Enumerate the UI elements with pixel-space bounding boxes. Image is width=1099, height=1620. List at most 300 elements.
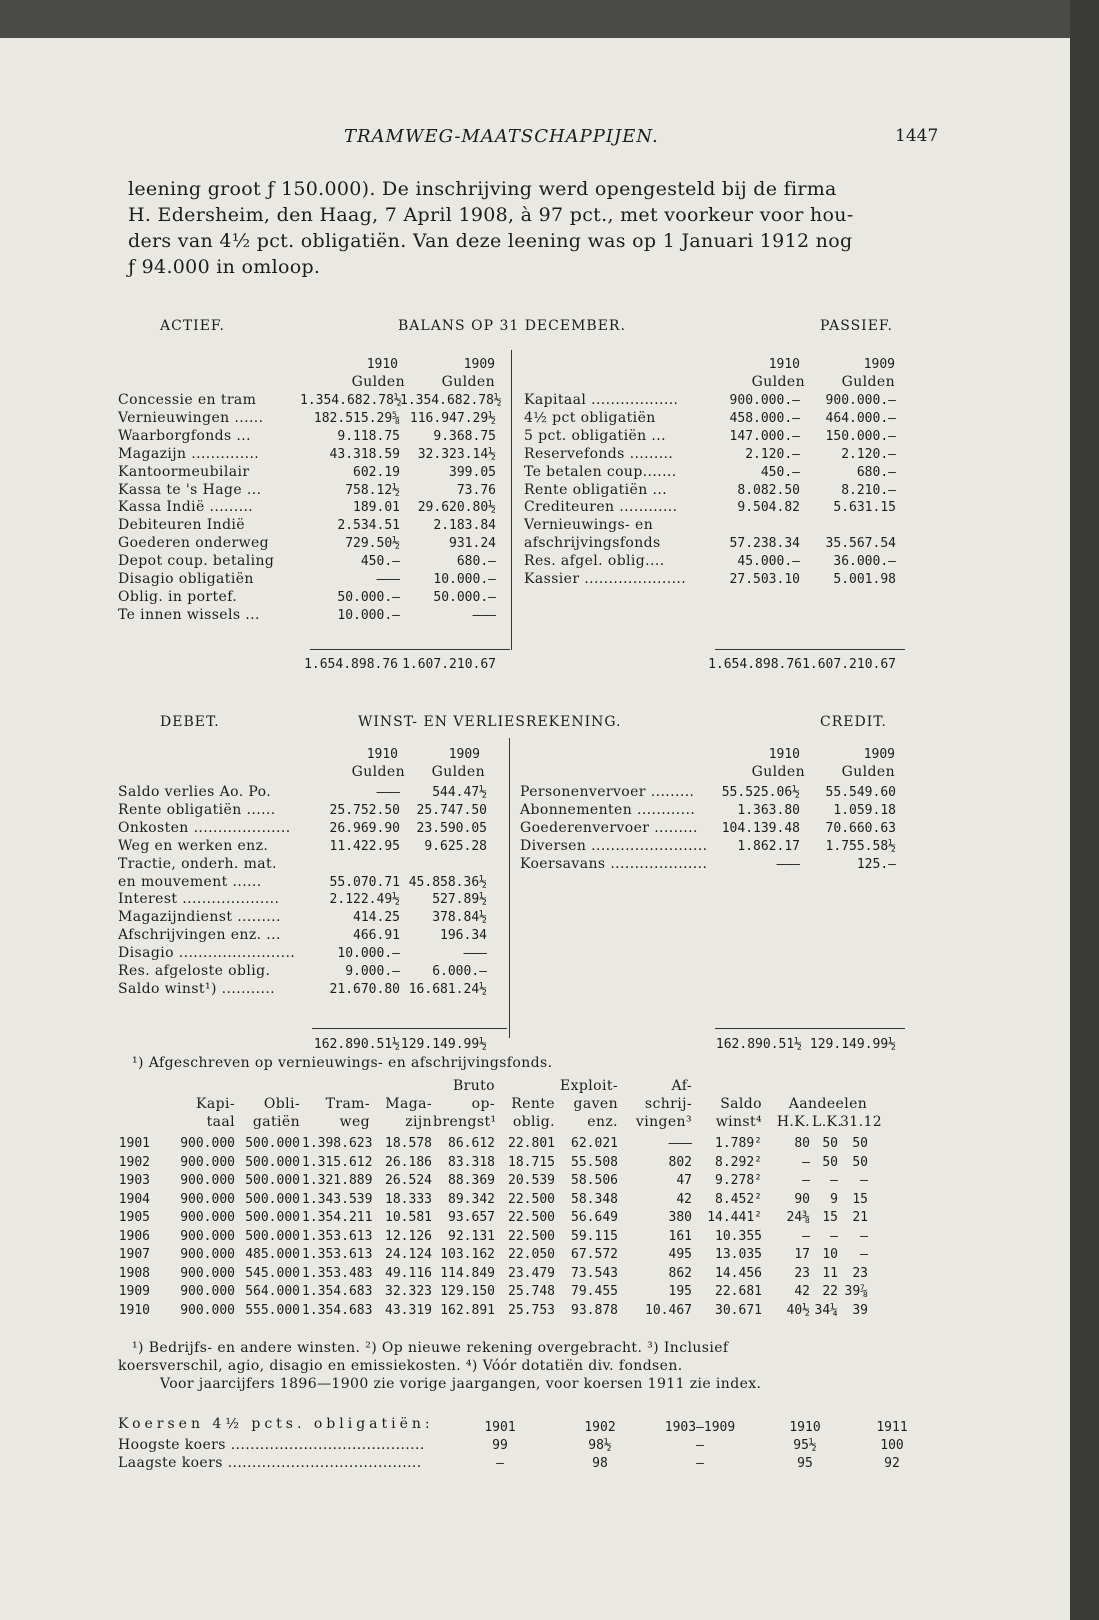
actief-label: Depot coup. betaling: [118, 553, 275, 570]
passief-value-1910: 57.238.34: [729, 536, 800, 552]
unit-header: Gulden: [441, 374, 495, 390]
winst-total-rule: [312, 1028, 507, 1029]
running-title: TRAMWEG-MAATSCHAPPIJEN.: [344, 126, 659, 147]
koersen-label: Laagste koers ........................................: [118, 1455, 422, 1471]
actief-label: Concessie en tram: [118, 392, 257, 408]
actief-value-1909: 10.000.—: [433, 572, 496, 587]
debet-value-1910: 466.91: [353, 928, 400, 944]
passief-value-1909: 900.000.—: [825, 393, 896, 408]
stats-year: 1905: [118, 1210, 150, 1225]
koersen-year: 1901: [484, 1420, 516, 1435]
debet-value-1909: 23.590.05: [416, 820, 487, 836]
stats-cell: 1.789²: [715, 1136, 762, 1151]
stats-cell: 21: [852, 1210, 868, 1225]
stats-cell: 1.353.483: [302, 1265, 373, 1281]
stats-cell: 24⅜: [786, 1210, 810, 1225]
actief-value-1909: 1.354.682.78½: [400, 393, 502, 408]
debet-label: Saldo verlies Ao. Po.: [118, 784, 272, 800]
stats-note: koersverschil, agio, disagio en emissiekosten. ⁴) Vóór dotatiën div. fondsen.: [118, 1358, 683, 1374]
stats-cell: 17: [794, 1247, 810, 1262]
passief-label: afschrijvingsfonds: [524, 535, 661, 552]
koersen-value: —: [696, 1456, 704, 1471]
stats-cell: 103.162: [440, 1247, 495, 1262]
debet-total-1909: 129.149.99½: [400, 1037, 487, 1052]
passief-label: Kassier .....................: [524, 571, 687, 587]
passief-total-1910: 1.654.898.76: [708, 657, 802, 672]
stats-year: 1908: [118, 1265, 150, 1281]
stats-cell: 500.000: [245, 1173, 300, 1188]
actief-label: Debiteuren Indië: [118, 517, 245, 534]
stats-cell: 56.649: [571, 1210, 618, 1225]
stats-header: Af-: [671, 1078, 692, 1094]
stats-cell: —: [802, 1173, 810, 1188]
actief-value-1909: 9.368.75: [433, 428, 496, 444]
credit-value-1910: 1.363.80: [737, 802, 800, 818]
passief-value-1910: 9.504.82: [737, 500, 800, 516]
stats-cell: 26.186: [385, 1154, 432, 1170]
stats-cell: 500.000: [245, 1228, 300, 1244]
actief-title: ACTIEF.: [160, 318, 225, 334]
stats-cell: 62.021: [571, 1136, 618, 1151]
credit-total-1909: 129.149.99½: [809, 1037, 896, 1052]
passief-value-1909: 35.567.54: [825, 536, 896, 552]
actief-value-1910: 450.—: [360, 554, 400, 570]
debet-value-1909: 378.84½: [432, 910, 487, 926]
credit-label: Diversen ........................: [520, 837, 708, 854]
stats-cell: 73.543: [571, 1265, 618, 1281]
stats-cell: 485.000: [245, 1247, 300, 1262]
passief-value-1910: 900.000.—: [729, 393, 800, 408]
passief-label: Res. afgel. oblig....: [524, 553, 665, 570]
stats-cell: 500.000: [245, 1136, 300, 1151]
credit-title: CREDIT.: [820, 714, 887, 730]
stats-cell: 83.318: [448, 1154, 495, 1170]
debet-label: Magazijndienst .........: [118, 909, 281, 926]
stats-cell: 555.000: [245, 1302, 300, 1318]
actief-value-1909: ———: [472, 607, 496, 623]
debet-value-1910: ———: [376, 785, 400, 800]
debet-value-1910: 11.422.95: [329, 838, 400, 854]
debet-value-1909: 9.625.28: [424, 838, 487, 854]
stats-year: 1903: [118, 1173, 150, 1188]
koersen-value: 95½: [793, 1438, 817, 1453]
stats-year: 1909: [118, 1284, 150, 1299]
stats-cell: 42: [794, 1284, 810, 1299]
debet-value-1910: 21.670.80: [329, 981, 400, 997]
debet-value-1910: 55.070.71: [329, 874, 400, 890]
stats-note: Voor jaarcijfers 1896—1900 zie vorige jaargangen, voor koersen 1911 zie index.: [160, 1376, 762, 1392]
stats-cell: 55.508: [571, 1154, 618, 1170]
actief-value-1910: 602.19: [353, 464, 400, 480]
stats-cell: 47: [676, 1173, 692, 1188]
stats-cell: 39: [852, 1302, 868, 1318]
credit-value-1909: 1.755.58½: [825, 838, 896, 854]
stats-cell: 92.131: [448, 1228, 495, 1244]
stats-cell: 129.150: [440, 1284, 495, 1299]
stats-cell: 67.572: [571, 1247, 618, 1262]
stats-cell: 1.354.683: [302, 1302, 373, 1318]
stats-cell: 10.467: [645, 1302, 692, 1318]
actief-total-1910: 1.654.898.76: [304, 657, 398, 672]
debet-value-1909: 544.47½: [432, 785, 487, 800]
stats-cell: 58.348: [571, 1191, 618, 1207]
passief-label: Vernieuwings- en: [524, 517, 654, 534]
unit-header: Gulden: [841, 374, 895, 390]
stats-cell: 195: [668, 1284, 692, 1299]
stats-header: op-: [471, 1096, 495, 1112]
winst-total-rule: [715, 1028, 905, 1029]
stats-header: gaven: [573, 1096, 618, 1112]
book-spine: [1070, 0, 1099, 1620]
stats-cell: 10: [822, 1247, 838, 1262]
stats-cell: 26.524: [385, 1173, 432, 1188]
passief-value-1910: 458.000.—: [729, 410, 800, 426]
debet-total-1910: 162.890.51½: [313, 1037, 400, 1052]
stats-cell: 900.000: [180, 1136, 235, 1151]
stats-cell: 10.581: [385, 1210, 432, 1225]
unit-header: Gulden: [431, 764, 485, 780]
stats-header: Exploit-: [559, 1078, 618, 1094]
passief-value-1909: 464.000.—: [825, 410, 896, 426]
passief-value-1910: 147.000.—: [729, 428, 800, 444]
koersen-value: 100: [880, 1438, 904, 1453]
credit-value-1910: 104.139.48: [721, 820, 800, 836]
stats-cell: ———: [668, 1136, 692, 1151]
stats-cell: 114.849: [440, 1265, 495, 1281]
passief-label: Crediteuren ............: [524, 499, 678, 516]
stats-cell: 900.000: [180, 1265, 235, 1281]
stats-cell: —: [860, 1173, 868, 1188]
stats-cell: —: [802, 1154, 810, 1170]
actief-value-1909: 2.183.84: [433, 518, 496, 534]
stats-cell: 8.452²: [715, 1191, 762, 1207]
stats-cell: 1.353.613: [302, 1247, 373, 1262]
intro-line: leening groot ƒ 150.000). De inschrijving werd opengesteld bij de firma: [128, 178, 837, 200]
year-header: 1909: [463, 357, 495, 372]
actief-label: Kantoormeubilair: [118, 463, 250, 480]
stats-cell: 50: [822, 1136, 838, 1151]
actief-value-1910: 729.50½: [345, 536, 400, 552]
debet-label: en mouvement ......: [118, 873, 262, 890]
intro-line: H. Edersheim, den Haag, 7 April 1908, à 97 pct., met voorkeur voor hou-: [128, 204, 854, 226]
debet-value-1909: 45.858.36½: [408, 874, 487, 890]
actief-total-1909: 1.607.210.67: [402, 657, 496, 672]
debet-value-1909: 6.000.—: [432, 964, 487, 979]
stats-cell: 900.000: [180, 1284, 235, 1299]
credit-total-1910: 162.890.51½: [715, 1037, 802, 1052]
stats-cell: 22.050: [508, 1247, 555, 1262]
stats-cell: 23: [852, 1265, 868, 1281]
credit-label: Goederenvervoer .........: [520, 819, 698, 836]
credit-label: Koersavans ....................: [520, 855, 708, 872]
credit-value-1910: ———: [776, 856, 800, 872]
debet-label: Weg en werken enz.: [118, 837, 269, 854]
actief-value-1910: 189.01: [353, 500, 400, 516]
stats-header: oblig.: [512, 1114, 555, 1130]
actief-value-1910: 182.515.29⅝: [313, 410, 400, 426]
unit-header: Gulden: [351, 374, 405, 390]
stats-cell: 22.500: [508, 1191, 555, 1207]
passief-value-1909: 36.000.—: [833, 554, 896, 570]
unit-header: Gulden: [351, 764, 405, 780]
stats-cell: 1.398.623: [302, 1136, 373, 1151]
koersen-year: 1903—1909: [664, 1420, 736, 1435]
stats-header: enz.: [587, 1114, 618, 1130]
actief-value-1910: 10.000.—: [337, 607, 400, 623]
actief-label: Te innen wissels ...: [118, 606, 260, 623]
balans-total-rule: [715, 649, 905, 650]
passief-label: Kapitaal ..................: [524, 392, 679, 408]
koersen-value: 92: [884, 1456, 900, 1471]
stats-year: 1904: [118, 1191, 150, 1207]
stats-header: gatiën: [252, 1114, 300, 1130]
passief-label: 5 pct. obligatiën ...: [524, 427, 666, 444]
koersen-year: 1902: [584, 1420, 616, 1435]
actief-value-1910: 50.000.—: [337, 589, 400, 605]
stats-cell: 25.753: [508, 1302, 555, 1318]
credit-value-1909: 55.549.60: [825, 785, 896, 800]
stats-cell: —: [860, 1228, 868, 1244]
debet-value-1909: 527.89½: [432, 892, 487, 908]
stats-cell: 30.671: [715, 1302, 762, 1318]
credit-label: Abonnementen ............: [520, 801, 696, 818]
actief-value-1910: ———: [376, 572, 400, 587]
stats-cell: 24.124: [385, 1247, 432, 1262]
koersen-value: 98: [592, 1456, 608, 1471]
stats-cell: 564.000: [245, 1284, 300, 1299]
stats-cell: 10.355: [715, 1228, 762, 1244]
koersen-value: —: [696, 1438, 704, 1453]
passief-label: Rente obligatiën ...: [524, 481, 668, 498]
debet-value-1909: 16.681.24½: [408, 981, 487, 997]
stats-header: weg: [339, 1114, 370, 1130]
debet-label: Interest ....................: [118, 891, 280, 908]
stats-header: Rente: [511, 1096, 555, 1112]
passief-value-1910: 2.120.—: [745, 446, 800, 462]
stats-cell: 18.333: [385, 1191, 432, 1207]
stats-header: Tram-: [325, 1096, 370, 1112]
stats-cell: 500.000: [245, 1210, 300, 1225]
stats-cell: 1.343.539: [302, 1191, 373, 1207]
stats-cell: 8.292²: [715, 1154, 762, 1170]
passief-value-1909: 150.000.—: [825, 428, 896, 444]
stats-cell: 900.000: [180, 1210, 235, 1225]
debet-label: Tractie, onderh. mat.: [118, 855, 277, 872]
stats-cell: 20.539: [508, 1173, 555, 1188]
stats-cell: 862: [668, 1265, 692, 1281]
passief-value-1909: 8.210.—: [841, 482, 896, 498]
passief-value-1910: 450.—: [760, 464, 800, 480]
stats-cell: 40½: [786, 1302, 810, 1318]
credit-value-1910: 1.862.17: [737, 838, 800, 854]
koersen-year: 1910: [789, 1420, 821, 1435]
stats-header: zijn: [405, 1114, 432, 1130]
stats-cell: 380: [668, 1210, 692, 1225]
year-header: 1910: [768, 357, 800, 372]
debet-value-1910: 25.752.50: [329, 802, 400, 818]
stats-header: schrij-: [644, 1096, 692, 1112]
stats-cell: 900.000: [180, 1302, 235, 1318]
stats-cell: 22.500: [508, 1210, 555, 1225]
stats-cell: 49.116: [385, 1265, 432, 1281]
stats-header: Kapi-: [196, 1096, 235, 1112]
stats-cell: —: [830, 1173, 838, 1188]
year-header: 1909: [448, 747, 480, 762]
actief-value-1909: 73.76: [456, 482, 496, 498]
stats-cell: 59.115: [571, 1228, 618, 1244]
stats-cell: 50: [852, 1136, 868, 1151]
debet-value-1909: 196.34: [440, 928, 487, 944]
stats-cell: 12.126: [385, 1228, 432, 1244]
stats-cell: 15: [852, 1191, 868, 1207]
actief-value-1909: 32.323.14½: [417, 446, 496, 462]
stats-header: Saldo: [720, 1096, 762, 1112]
stats-cell: 1.315.612: [302, 1154, 373, 1170]
stats-year: 1906: [118, 1228, 150, 1244]
passief-value-1909: 2.120.—: [841, 446, 896, 462]
debet-value-1910: 414.25: [353, 910, 400, 926]
stats-year: 1910: [118, 1302, 150, 1318]
koersen-value: 99: [492, 1438, 508, 1453]
passief-value-1910: 27.503.10: [729, 572, 800, 587]
stats-cell: —: [830, 1228, 838, 1244]
debet-label: Onkosten ....................: [118, 819, 291, 836]
actief-value-1910: 2.534.51: [337, 518, 400, 534]
credit-value-1909: 1.059.18: [833, 802, 896, 818]
passief-value-1909: 680.—: [856, 464, 896, 480]
stats-cell: 32.323: [385, 1284, 432, 1299]
stats-header: vingen³: [635, 1114, 692, 1130]
actief-label: Vernieuwingen ......: [118, 409, 264, 426]
stats-cell: 90: [794, 1191, 810, 1207]
stats-cell: 900.000: [180, 1247, 235, 1262]
stats-header: Obli-: [263, 1096, 300, 1112]
year-header: 1909: [863, 357, 895, 372]
actief-label: Oblig. in portef.: [118, 588, 238, 605]
koersen-value: 98½: [588, 1438, 612, 1453]
stats-cell: —: [860, 1247, 868, 1262]
stats-cell: 900.000: [180, 1228, 235, 1244]
stats-cell: 23.479: [508, 1265, 555, 1281]
actief-value-1910: 43.318.59: [329, 446, 400, 462]
debet-label: Disagio ........................: [118, 945, 296, 962]
stats-cell: 500.000: [245, 1191, 300, 1207]
stats-header: taal: [206, 1114, 235, 1130]
balans-divider: [511, 350, 512, 650]
stats-header: Maga-: [385, 1096, 432, 1112]
year-header: 1910: [768, 747, 800, 762]
stats-header: L.K.: [812, 1114, 843, 1130]
stats-cell: 15: [822, 1210, 838, 1225]
stats-year: 1901: [118, 1136, 150, 1151]
stats-cell: 545.000: [245, 1265, 300, 1281]
debet-title: DEBET.: [160, 714, 220, 730]
stats-cell: 42: [676, 1191, 692, 1207]
winst-title: WINST- EN VERLIESREKENING.: [358, 714, 622, 730]
debet-label: Res. afgeloste oblig.: [118, 963, 271, 979]
balans-title: BALANS OP 31 DECEMBER.: [398, 318, 626, 334]
actief-label: Waarborgfonds ...: [118, 427, 251, 444]
stats-header: Bruto: [452, 1078, 495, 1094]
stats-cell: 162.891: [440, 1302, 495, 1318]
stats-cell: 22.500: [508, 1228, 555, 1244]
stats-cell: 25.748: [508, 1284, 555, 1299]
koersen-title: Koersen 4½ pcts. obligatiën:: [118, 1416, 434, 1432]
debet-value-1910: 9.000.—: [345, 964, 400, 979]
debet-value-1909: ———: [463, 946, 487, 962]
koersen-year: 1911: [876, 1420, 908, 1435]
stats-header: 31.12: [840, 1114, 883, 1130]
passief-label: Te betalen coup.......: [524, 463, 677, 480]
actief-value-1909: 399.05: [449, 464, 496, 480]
stats-cell: 22.681: [715, 1284, 762, 1299]
stats-cell: 11: [822, 1265, 838, 1281]
stats-cell: 39⅞: [844, 1284, 868, 1299]
debet-value-1910: 26.969.90: [329, 820, 400, 836]
passief-label: 4½ pct obligatiën: [524, 409, 656, 426]
stats-cell: 93.657: [448, 1210, 495, 1225]
stats-note: ¹) Bedrijfs- en andere winsten. ²) Op nieuwe rekening overgebracht. ³) Inclusief: [132, 1340, 729, 1356]
winst-footnote: ¹) Afgeschreven op vernieuwings- en afschrijvingsfonds.: [132, 1055, 553, 1071]
stats-cell: 13.035: [715, 1247, 762, 1262]
unit-header: Gulden: [751, 374, 805, 390]
stats-cell: 93.878: [571, 1302, 618, 1318]
unit-header: Gulden: [751, 764, 805, 780]
stats-cell: 1.353.613: [302, 1228, 373, 1244]
koersen-label: Hoogste koers ........................................: [118, 1437, 425, 1453]
actief-value-1909: 931.24: [449, 536, 496, 552]
stats-cell: 86.612: [448, 1136, 495, 1151]
stats-cell: 50: [852, 1154, 868, 1170]
stats-cell: 900.000: [180, 1173, 235, 1188]
stats-cell: 50: [822, 1154, 838, 1170]
credit-label: Personenvervoer .........: [520, 784, 695, 800]
stats-cell: 1.321.889: [302, 1173, 373, 1188]
stats-cell: 900.000: [180, 1191, 235, 1207]
page-number: 1447: [895, 126, 939, 146]
debet-label: Afschrijvingen enz. ...: [118, 927, 281, 944]
stats-cell: —: [802, 1228, 810, 1244]
stats-cell: 58.506: [571, 1173, 618, 1188]
debet-value-1910: 2.122.49½: [329, 892, 400, 908]
stats-cell: 89.342: [448, 1191, 495, 1207]
stats-cell: 500.000: [245, 1154, 300, 1170]
debet-value-1910: 10.000.—: [337, 946, 400, 962]
stats-cell: 22.801: [508, 1136, 555, 1151]
stats-cell: 802: [668, 1154, 692, 1170]
actief-value-1909: 50.000.—: [433, 589, 496, 605]
year-header: 1910: [366, 747, 398, 762]
actief-value-1909: 680.—: [456, 554, 496, 570]
actief-label: Goederen onderweg: [118, 535, 270, 552]
stats-cell: 18.578: [385, 1136, 432, 1151]
year-header: 1909: [863, 747, 895, 762]
winst-divider: [509, 738, 510, 1038]
stats-cell: 9.278²: [715, 1173, 762, 1188]
stats-header: Aandeelen: [788, 1096, 868, 1112]
stats-cell: 495: [668, 1247, 692, 1262]
actief-value-1910: 9.118.75: [337, 428, 400, 444]
stats-cell: 161: [668, 1228, 692, 1244]
debet-label: Saldo winst¹) ...........: [118, 980, 276, 997]
actief-value-1909: 116.947.29½: [409, 410, 496, 426]
stats-cell: 14.441²: [707, 1210, 762, 1225]
intro-line: ders van 4½ pct. obligatiën. Van deze leening was op 1 Januari 1912 nog: [128, 230, 853, 252]
actief-label: Kassa te 's Hage ...: [118, 481, 262, 498]
intro-line: ƒ 94.000 in omloop.: [128, 256, 321, 278]
stats-header: brengst¹: [433, 1114, 497, 1130]
passief-value-1910: 45.000.—: [737, 554, 800, 570]
